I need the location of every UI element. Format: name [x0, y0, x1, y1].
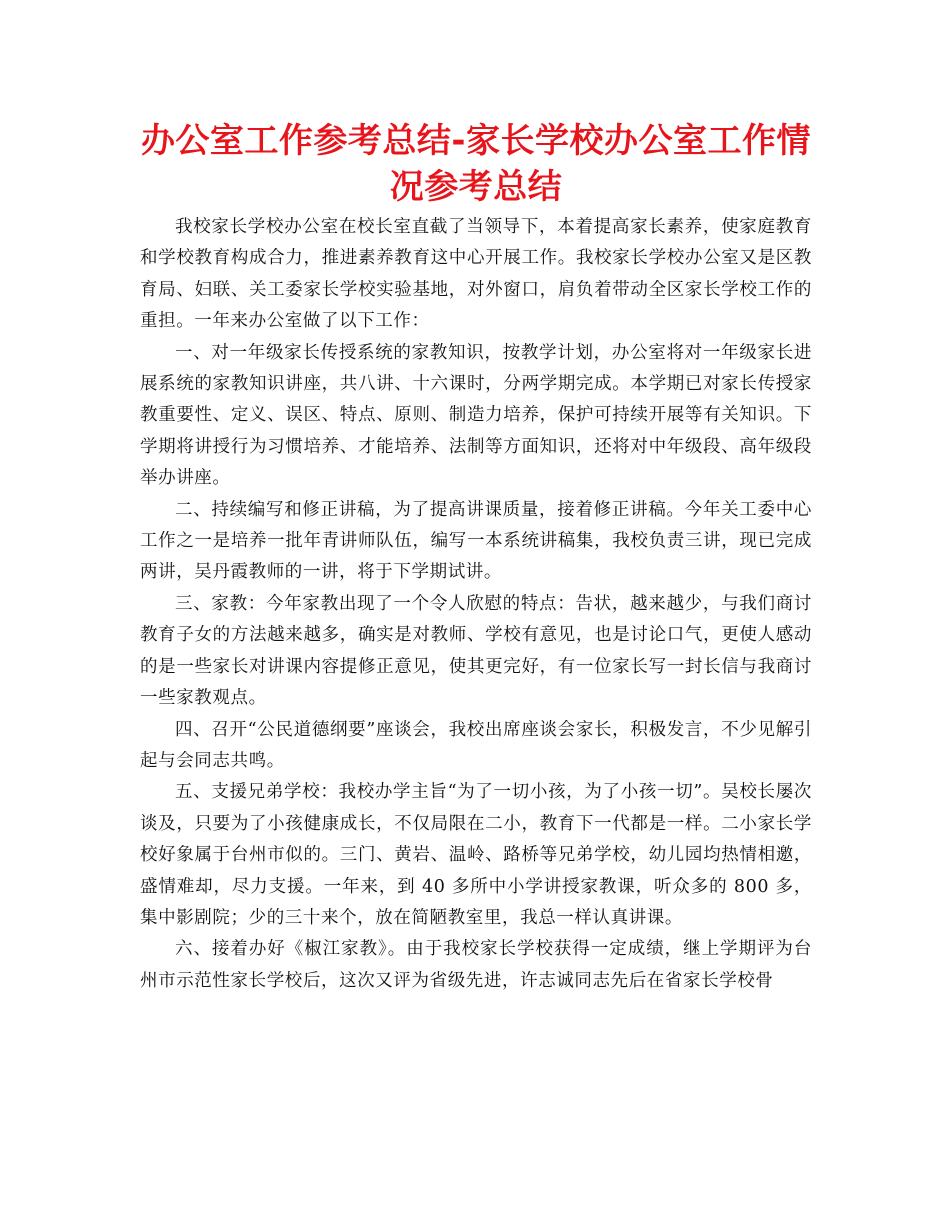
paragraph-item-3: 三、家教：今年家教出现了一个令人欣慰的特点：告状，越来越少，与我们商讨教育子女的方法越来越多，确实是对教师、学校有意见，也是讨论口气，更使人感动的是一些家长对讲课内容提修正意见，使其更完好，有一位家长写一封长信与我商讨一些家教观点。 — [140, 593, 812, 709]
paragraph-item-1: 一、对一年级家长传授系统的家教知识，按教学计划，办公室将对一年级家长进展系统的家教知识讲座，共八讲、十六课时，分两学期完成。本学期已对家长传授家教重要性、定义、误区、特点、原则、制造力培养，保护可持续开展等有关知识。下学期将讲授行为习惯培养、才能培养、法制等方面知识，还将对中年级段、高年级段举办讲座。 — [140, 342, 812, 489]
paragraph-item-2: 二、持续编写和修正讲稿，为了提高讲课质量，接着修正讲稿。今年关工委中心工作之一是培养一批年青讲师队伍，编写一本系统讲稿集，我校负责三讲，现已完成两讲，吴丹霞教师的一讲，将于下学期试讲。 — [140, 499, 812, 583]
document-title: 办公室工作参考总结-家长学校办公室工作情况参考总结 — [140, 121, 812, 207]
paragraph-item-5: 五、支援兄弟学校：我校办学主旨“为了一切小孩，为了小孩一切”。吴校长屡次谈及，只要为了小孩健康成长，不仅局限在二小，教育下一代都是一样。二小家长学校好象属于台州市似的。三门、黄岩、温岭、路桥等兄弟学校，幼儿园均热情相邀，盛情难却，尽力支援。一年来，到 40 多所中小学讲授家教课，听众多的 800 多，集中影剧院；少的三十来个，放在简陋教室里，我总一样认真讲课。 — [140, 782, 812, 928]
paragraph-intro: 我校家长学校办公室在校长室直截了当领导下，本着提高家长素养，使家庭教育和学校教育构成合力，推进素养教育这中心开展工作。我校家长学校办公室又是区教育局、妇联、关工委家长学校实验基地，对外窗口，肩负着带动全区家长学校工作的重担。一年来办公室做了以下工作： — [140, 217, 812, 332]
paragraph-item-6: 六、接着办好《椒江家教》。由于我校家长学校获得一定成绩，继上学期评为台州市示范性家长学校后，这次又评为省级先进，许志诚同志先后在省家长学校骨 — [140, 939, 812, 991]
document-body — [140, 212, 812, 997]
paragraph-item-4: 四、召开“公民道德纲要”座谈会，我校出席座谈会家长，积极发言，不少见解引起与会同志共鸣。 — [140, 719, 812, 771]
